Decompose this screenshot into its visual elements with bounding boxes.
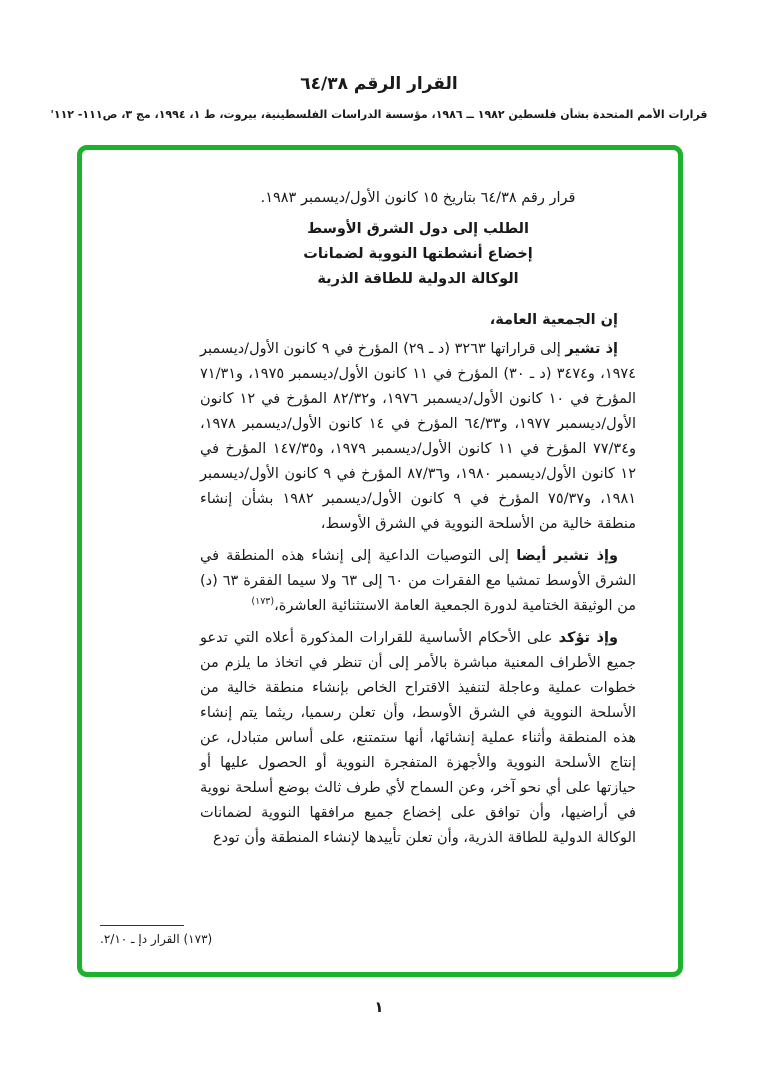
resolution-subtitle-line-3: الوكالة الدولية للطاقة الذرية [317,271,519,287]
citation-line: قرارات الأمم المتحدة بشأن فلسطين ١٩٨٢ ــ ١٩٨٦، مؤسسة الدراسات الفلسطينية، بيروت، ط ١، ١٩٩٤، مج ٣، ص١١١- ١١٢' [50,108,708,121]
paragraph: وإذ تشير أيضا إلى التوصيات الداعية إلى إنشاء هذه المنطقة في الشرق الأوسط تمشيا مع الفقرات من ٦٠ إلى ٦٣ ولا سيما الفقرة ٦٣ (د) من الوثيقة الختامية لدورة الجمعية العامة الاستثنائية العاشرة،$^{(١٧٣)}$ [200,548,636,614]
footnote-ref: (١٧٣) [251,596,275,608]
page-number: ١ [374,998,384,1016]
resolution-title: قرار رقم ٦٤/٣٨ بتاريخ ١٥ كانون الأول/ديسمبر ١٩٨٣. [260,190,576,206]
page-title: القرار الرقم ٦٤/٣٨ [300,74,458,94]
resolution-box [77,145,683,977]
paragraph: إذ تشير إلى قراراتها ٣٢٦٣ (د ـ ٢٩) المؤرخ في ٩ كانون الأول/ديسمبر ١٩٧٤، و٣٤٧٤ (د ـ ٣٠) المؤرخ في ١١ كانون الأول/ديسمبر ١٩٧٥، و٧١/٣١ المؤرخ في ١٠ كانون الأول/ديسمبر ١٩٧٦، و٨٢/٣٢ المؤرخ في ١٢ كانون الأول/ديسمبر ١٩٧٧، و٦٤/٣٣ المؤرخ في ١٤ كانون الأول/ديسمبر ١٩٧٨، و٧٧/٣٤ المؤرخ في ١١ كانون الأول/ديسمبر ١٩٧٩، و١٤٧/٣٥ المؤرخ في ١٢ كانون الأول/ديسمبر ١٩٨٠، و٨٧/٣٦ المؤرخ في ٩ كانون الأول/ديسمبر ١٩٨١، و٧٥/٣٧ المؤرخ في ٩ كانون الأول/ديسمبر ١٩٨٢ بشأن إنشاء منطقة خالية من الأسلحة النووية في الشرق الأوسط، [200,341,637,532]
paragraph-lead: وإذ تشير أيضا [516,548,618,564]
footnote-rule [100,925,184,926]
paragraphs [200,308,636,851]
resolution-subtitle-line-2: إخضاع أنشطتها النووية لضمانات [303,246,533,262]
paragraph-lead: وإذ تؤكد [558,630,618,646]
footnote-text: (١٧٣) القرار دإ ـ ٢/١٠. [100,932,213,946]
opening-line: إن الجمعية العامة، [489,312,618,328]
paragraph-lead: إذ تشير [565,341,618,357]
footnote-block [100,925,664,946]
resolution-subtitle-line-1: الطلب إلى دول الشرق الأوسط [307,221,529,237]
resolution-content [82,150,678,851]
paragraph: وإذ تؤكد على الأحكام الأساسية للقرارات المذكورة أعلاه التي تدعو جميع الأطراف المعنية مباشرة بالأمر إلى أن تنظر في اتخاذ ما يلزم من خطوات عملية وعاجلة لتنفيذ الاقتراح الخاص بإنشاء منطقة خالية من الأسلحة النووية في الشرق الأوسط، وأن تعلن رسميا، ريثما يتم إنشاء هذه المنطقة وأثناء عملية إنشائها، أنها ستمتنع، على أساس متبادل، عن إنتاج الأسلحة النووية والأجهزة المتفجرة النووية أو الحصول عليها أو حيازتها على أي نحو آخر، وعن السماح لأي طرف ثالث بوضع أسلحة نووية في أراضيها، وأن توافق على إخضاع جميع مرافقها النووية لضمانات الوكالة الدولية للطاقة الذرية، وأن تعلن تأييدها لإنشاء المنطقة وأن تودع [200,630,636,846]
